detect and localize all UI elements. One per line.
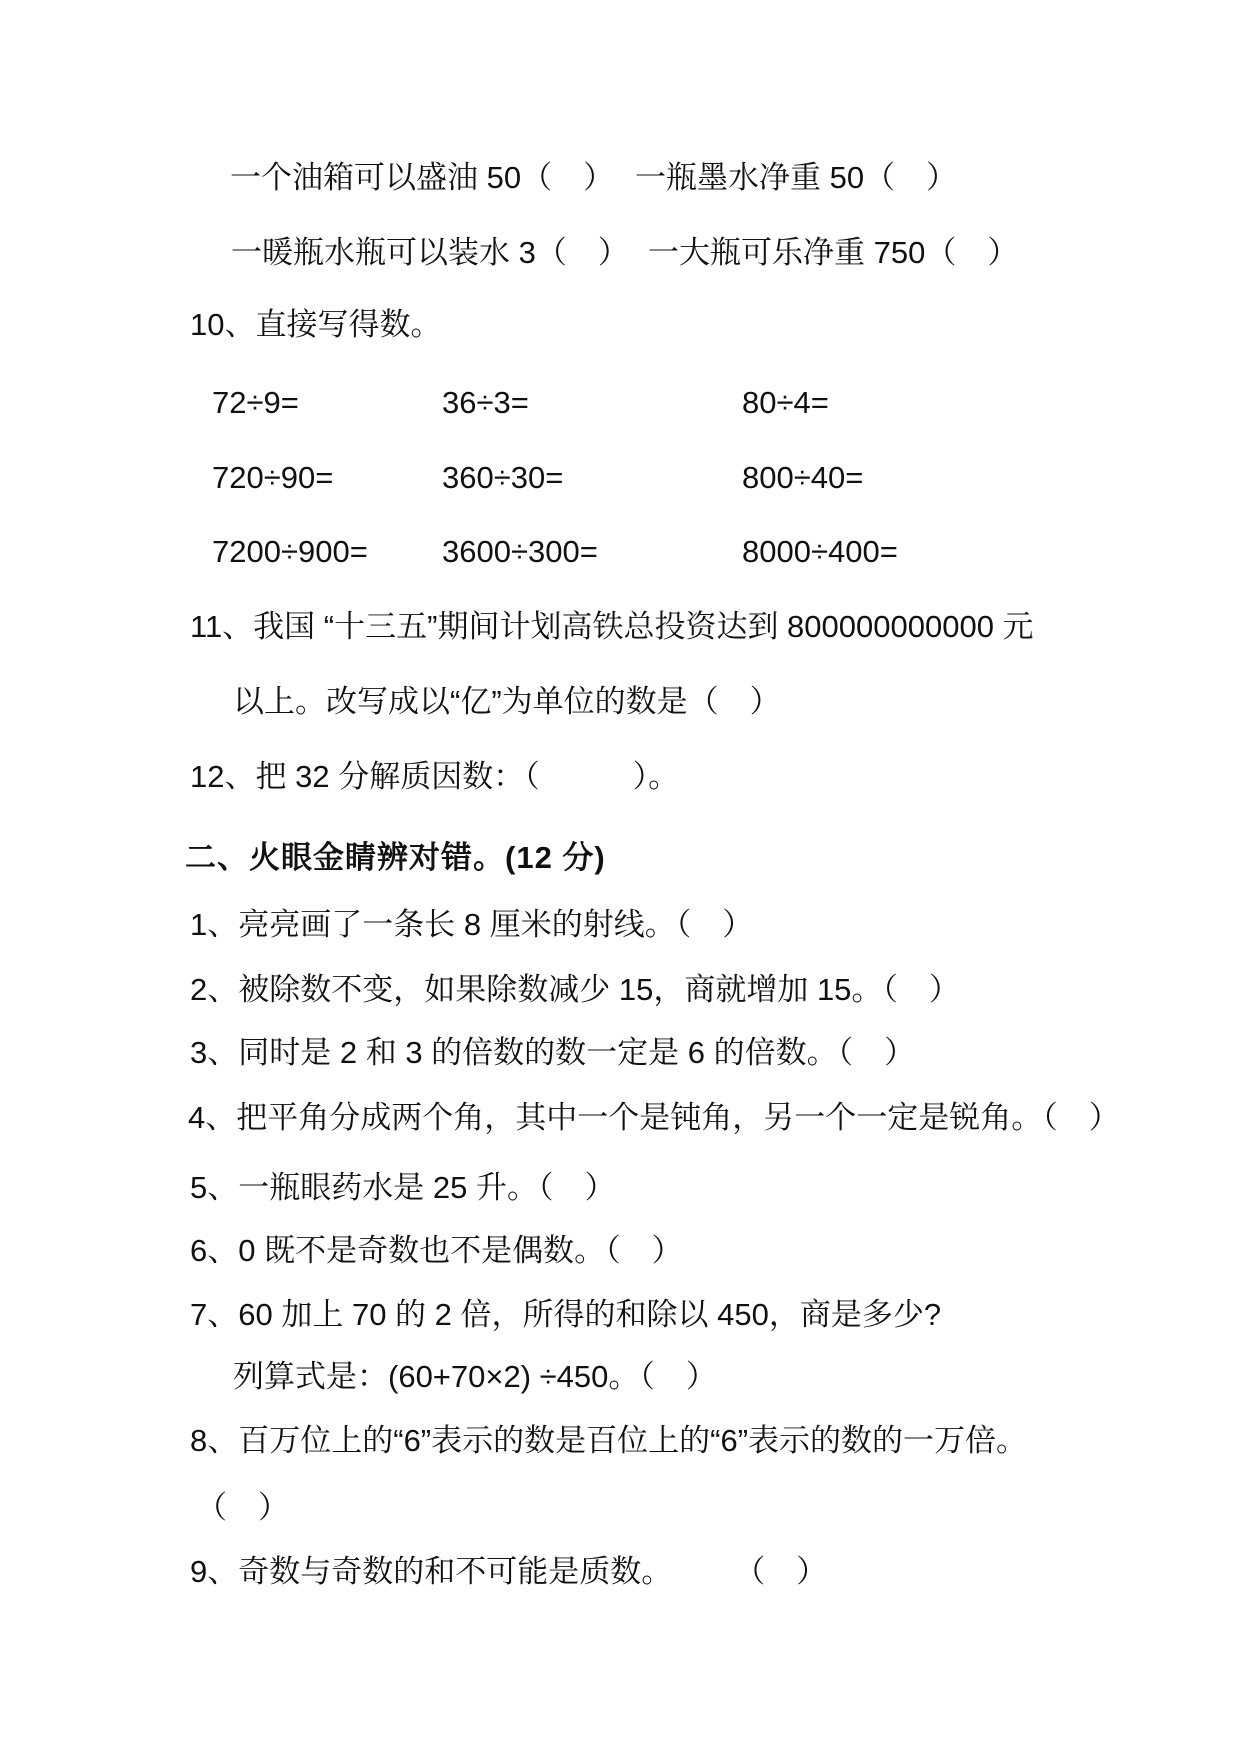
equation: 360÷30= [442,460,564,495]
tf-item-4: 4、把平角分成两个角，其中一个是钝角，另一个一定是锐角。（ ） [188,1100,1120,1135]
tf-item-3: 3、同时是 2 和 3 的倍数的数一定是 6 的倍数。（ ） [190,1035,916,1070]
question-11-line-2: 以上。改写成以“亿”为单位的数是（ ） [233,684,781,719]
equation: 3600÷300= [442,534,598,569]
tf-item-7-formula: 列算式是：(60+70×2) ÷450。（ ） [233,1359,717,1394]
tf-item-6: 6、0 既不是奇数也不是偶数。（ ） [190,1233,683,1268]
question-11-line-1: 11、我国 “十三五”期间计划高铁总投资达到 800000000000 元 [190,609,1034,644]
equation: 80÷4= [742,385,829,420]
equation: 800÷40= [742,460,864,495]
fill-blank-line-1-right: 一瓶墨水净重 50（ ） [635,160,958,195]
equation: 720÷90= [212,460,334,495]
equation: 36÷3= [442,385,529,420]
question-10-label: 10、直接写得数。 [190,307,442,342]
q10-equation-row-1 [0,381,1241,425]
tf-item-1: 1、亮亮画了一条长 8 厘米的射线。（ ） [190,907,754,942]
tf-item-8-bracket: （ ） [196,1490,289,1525]
tf-item-7: 7、60 加上 70 的 2 倍，所得的和除以 450，商是多少? [190,1297,942,1332]
fill-blank-line-2-right: 一大瓶可乐净重 750（ ） [648,235,1019,270]
section-2-heading: 二、火眼金睛辨对错。(12 分) [185,840,606,875]
q10-equation-row-3 [0,530,1241,574]
fill-blank-line-2-left: 一暖瓶水瓶可以装水 3（ ） [231,235,629,270]
tf-item-9: 9、奇数与奇数的和不可能是质数。 （ ） [190,1554,828,1589]
equation: 7200÷900= [212,534,368,569]
q10-equation-row-2 [0,456,1241,500]
question-12: 12、把 32 分解质因数：（ ）。 [190,759,680,794]
fill-blank-line-1-left: 一个油箱可以盛油 50（ ） [230,160,615,195]
equation: 72÷9= [212,385,299,420]
tf-item-8: 8、百万位上的“6”表示的数是百位上的“6”表示的数的一万倍。 [190,1423,1028,1458]
tf-item-5: 5、一瓶眼药水是 25 升。（ ） [190,1170,616,1205]
tf-item-2: 2、被除数不变，如果除数减少 15，商就增加 15。（ ） [190,972,960,1007]
equation: 8000÷400= [742,534,898,569]
